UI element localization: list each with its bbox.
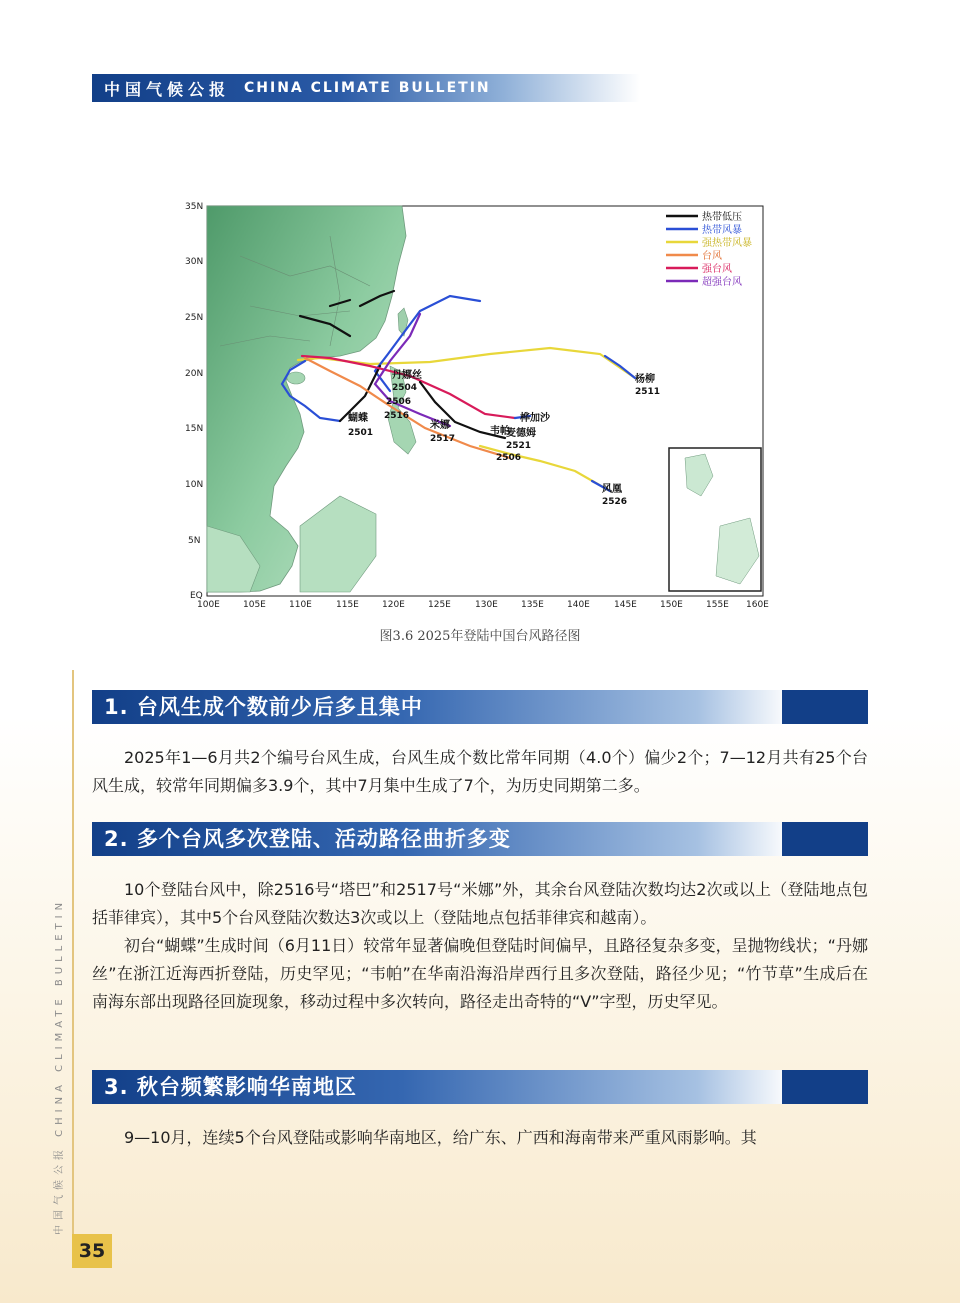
storm-name-5: 麦德姆 [506,428,536,439]
storm-code-0: 2511 [635,387,661,397]
section-1-paragraph-1: 2025年1—6月共2个编号台风生成，台风生成个数比常年同期（4.0个）偏少2个；7—12月共有25个台风生成，较常年同期偏多3.9个，其中7月集中生成了7个，为历史同期第二多。 [92,748,868,795]
x-tick-0: 100E [197,600,220,610]
side-running-title: 中国气候公报 CHINA CLIMATE BULLETIN [54,897,65,1235]
legend-label-0: 热带低压 [702,212,742,223]
x-tick-11: 155E [706,600,729,610]
section-header-block [782,1070,868,1104]
page-number: 35 [72,1234,112,1268]
legend-label-5: 超强台风 [702,277,742,288]
x-tick-1: 105E [243,600,266,610]
misc-code-0: 2506 [386,397,412,407]
storm-code-2: 2501 [348,428,374,438]
section-header-block [782,822,868,856]
section-header-2 [92,822,868,856]
section-3-paragraph-1: 9—10月，连续5个台风登陆或影响华南地区，给广东、广西和海南带来严重风雨影响。其 [124,1128,757,1147]
section-title-2: 2. 多个台风多次登陆、活动路径曲折多变 [104,827,511,851]
x-tick-12: 160E [746,600,769,610]
storm-code-5: 2521 [506,441,532,451]
legend-label-4: 强台风 [702,264,732,275]
x-tick-9: 145E [614,600,637,610]
header-title-en: CHINA CLIMATE BULLETIN [244,80,491,96]
y-tick-6: 5N [188,536,201,546]
section-header-1 [92,690,868,724]
x-tick-8: 140E [567,600,590,610]
header-title-cn: 中国气候公报 [104,79,231,99]
y-tick-4: 15N [185,424,204,434]
x-tick-3: 115E [336,600,359,610]
section-title-3: 3. 秋台频繁影响华南地区 [104,1075,357,1099]
storm-name-3: 桦加沙 [520,413,550,424]
storm-name-0: 杨柳 [635,374,655,385]
x-tick-4: 120E [382,600,405,610]
storm-name-6: 韦帕 [490,426,510,437]
x-tick-7: 135E [521,600,544,610]
section-title-1: 1. 台风生成个数前少后多且集中 [104,695,423,719]
x-tick-5: 125E [428,600,451,610]
storm-code-7: 2526 [602,497,628,507]
storm-name-1: 丹娜丝 [392,370,422,381]
y-tick-1: 30N [185,257,204,267]
typhoon-map-svg [180,196,780,616]
legend-label-2: 强热带风暴 [702,238,752,249]
y-tick-0: 35N [185,202,204,212]
x-tick-6: 130E [475,600,498,610]
x-tick-2: 110E [289,600,312,610]
section-header-block [782,690,868,724]
storm-code-1: 2504 [392,383,418,393]
section-2-paragraph-2: 初台“蝴蝶”生成时间（6月11日）较常年显著偏晚但登陆时间偏早，且路径复杂多变，呈抛物线状；“丹娜丝”在浙江近海西折登陆，历史罕见；“韦帕”在华南沿海沿岸西行且多次登陆，路径少见；“竹节草”生成后在南海东部出现路径回旋现象，移动过程中多次转向，路径走出奇特的“V”字型，历史罕见。 [92,936,868,1011]
storm-code-4: 2517 [430,434,456,444]
legend-label-1: 热带风暴 [702,225,742,236]
side-rule [72,670,74,1240]
storm-name-2: 蝴蝶 [348,413,368,424]
misc-code-1: 2516 [384,411,410,421]
section-2-paragraph-1: 10个登陆台风中，除2516号“塔巴”和2517号“米娜”外，其余台风登陆次数均达2次或以上（登陆地点包括菲律宾），其中5个台风登陆次数达3次或以上（登陆地点包括菲律宾和越南）。 [92,880,868,927]
legend-label-3: 台风 [702,251,722,262]
figure-caption: 图3.6 2025年登陆中国台风路径图 [379,629,581,644]
hainan-island [287,372,305,384]
storm-name-7: 风凰 [602,484,622,495]
y-tick-7: EQ [190,591,203,601]
section-header-3 [92,1070,868,1104]
header-banner [92,74,640,102]
y-tick-5: 10N [185,480,204,490]
x-tick-10: 150E [660,600,683,610]
storm-code-6: 2506 [496,453,522,463]
storm-name-4: 米娜 [430,420,450,431]
typhoon-track-map [180,196,780,616]
y-tick-3: 20N [185,369,204,379]
y-tick-2: 25N [185,313,204,323]
